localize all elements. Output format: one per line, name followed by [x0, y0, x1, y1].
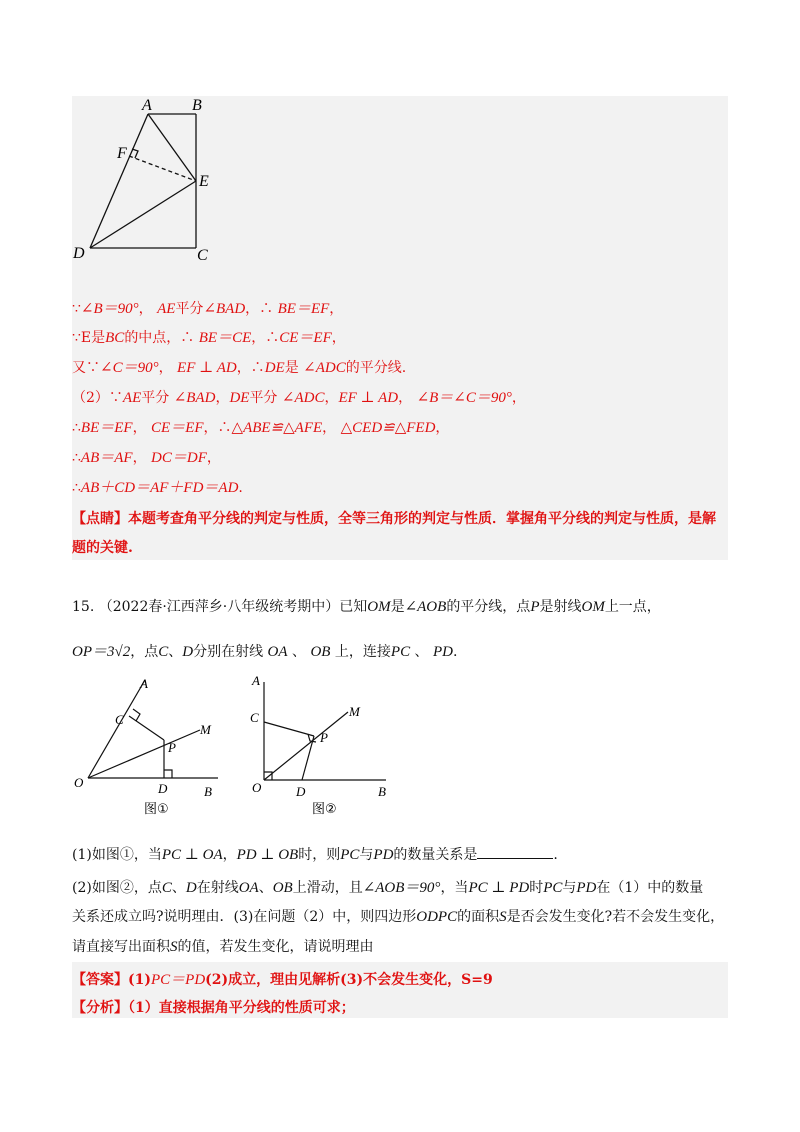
solution-line-5: ∴BE＝EF， CE＝EF，∴△ABE≌△AFE， △CED≌△FED，: [72, 420, 450, 436]
solution-line-6: ∴AB＝AF， DC＝DF，: [72, 450, 221, 466]
label-C: C: [197, 247, 208, 264]
comment-label: 【点睛】: [72, 511, 128, 527]
label-A: A: [142, 97, 152, 114]
fig2-label-P: P: [320, 730, 328, 745]
angle-figure-2: [246, 672, 396, 822]
answer-label: 【答案】: [72, 972, 128, 988]
fig1-label-M: M: [200, 722, 211, 737]
fig1-label-B: B: [204, 784, 212, 799]
segment-PC: [129, 716, 164, 740]
label-F: F: [117, 145, 127, 162]
fig2-label-A: A: [252, 673, 260, 688]
segment-PC: [264, 722, 314, 736]
solution-line-1: ∵∠B＝90°， AE平分∠BAD，∴ BE＝EF，: [72, 301, 344, 317]
question-2-line-2: 关系还成立吗?说明理由．(3)在问题（2）中，则四边形ODPC的面积S是否会发生变化?若不会发生变化，: [72, 909, 725, 925]
segment-DA: [90, 114, 148, 248]
label-B: B: [192, 97, 202, 114]
trapezoid-figure: [72, 96, 242, 271]
segment-FE: [129, 156, 196, 181]
ray-OM: [88, 730, 200, 778]
ray-OA: [88, 680, 145, 778]
label-E: E: [199, 173, 209, 190]
answer-line: 【答案】(1)PC＝PD(2)成立，理由见解析(3)不会发生变化，S=9: [72, 972, 493, 988]
angle-figure-1: [72, 672, 232, 822]
label-D: D: [73, 245, 85, 262]
problem15-line-1: 15. （2022春·江西萍乡·八年级统考期中）已知OM是∠AOB的平分线，点P是射线OM上一点，: [72, 599, 661, 615]
segment-DE: [90, 181, 196, 248]
solution-line-7: ∴AB＋CD＝AF＋FD＝AD.: [72, 480, 243, 496]
question-1: (1)如图①，当PC ⊥ OA，PD ⊥ OB时，则PC与PD的数量关系是 .: [72, 847, 558, 863]
fig2-label-C: C: [250, 710, 259, 725]
comment-line-2: 题的关键.: [72, 540, 133, 556]
solution-line-3: 又∵∠C＝90°， EF ⊥ AD，∴DE是 ∠ADC的平分线.: [72, 360, 407, 376]
problem15-line-2: OP＝3√2，点C、D分别在射线 OA 、 OB 上，连接PC 、 PD.: [72, 644, 458, 660]
question-2-line-3: 请直接写出面积S的值，若发生变化，请说明理由: [72, 939, 374, 955]
answer-blank: [477, 846, 553, 859]
fig2-label-O: O: [252, 780, 262, 795]
segment-PD: [302, 736, 314, 780]
comment-line-1: 【点睛】本题考查角平分线的判定与性质，全等三角形的判定与性质．掌握角平分线的判定与性质，是解: [72, 511, 716, 527]
fig2-caption: 图②: [312, 802, 337, 817]
analysis-label: 【分析】: [72, 1000, 128, 1016]
fig1-label-P: P: [168, 740, 176, 755]
segment-AE: [148, 114, 196, 181]
problem-number: 15.: [72, 599, 95, 615]
fig1-label-D: D: [158, 781, 168, 796]
question-2-line-1: (2)如图②，点C、D在射线OA、OB上滑动，且∠AOB＝90°，当PC ⊥ PD时PC与PD在（1）中的数量: [72, 880, 704, 896]
solution-line-2: ∵E是BC的中点，∴ BE＝CE，∴CE＝EF，: [72, 330, 346, 346]
analysis-line: 【分析】（1）直接根据角平分线的性质可求；: [72, 1000, 355, 1016]
fig1-label-C: C: [115, 712, 124, 727]
fig2-label-B: B: [378, 784, 386, 799]
ray-OM: [264, 712, 348, 780]
fig2-label-D: D: [296, 784, 306, 799]
fig1-label-A: A: [140, 676, 148, 691]
fig1-caption: 图①: [144, 802, 169, 817]
fig1-label-O: O: [74, 775, 84, 790]
solution-line-4: （2）∵AE平分 ∠BAD，DE平分 ∠ADC，EF ⊥ AD， ∠B＝∠C＝90°，: [72, 390, 526, 406]
fig2-label-M: M: [349, 704, 360, 719]
problem-source: （2022春·江西萍乡·八年级统考期中）: [98, 599, 340, 615]
right-angle-D: [164, 770, 172, 778]
